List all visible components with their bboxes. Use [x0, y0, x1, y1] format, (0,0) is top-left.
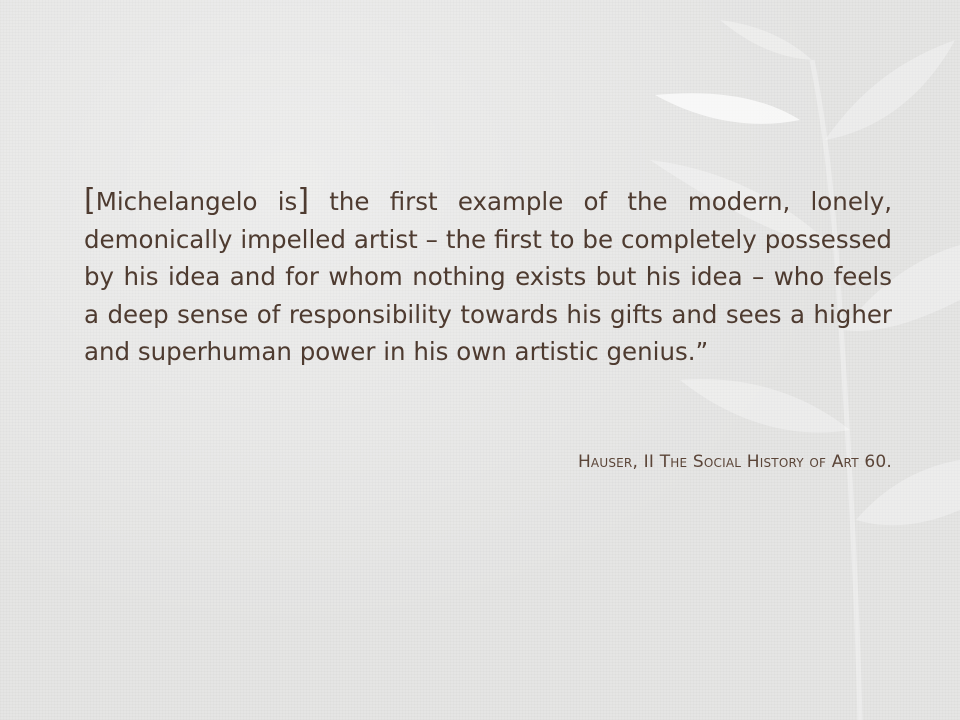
quote-subject: Michelangelo is — [95, 187, 298, 216]
quote-body: the first example of the modern, lonely, demonically impelled artist – the first to be completely possessed by his idea and for whom nothing exists but his idea – who feels a deep sense of responsibility towards his gifts and sees a higher and superhuman power in his own artistic genius.” — [84, 187, 892, 366]
quote-close-bracket: ] — [297, 183, 310, 218]
citation: Hauser, II The Social History of Art 60. — [577, 452, 892, 472]
quote-open-bracket: [ — [84, 183, 96, 218]
quote-text — [84, 183, 892, 371]
